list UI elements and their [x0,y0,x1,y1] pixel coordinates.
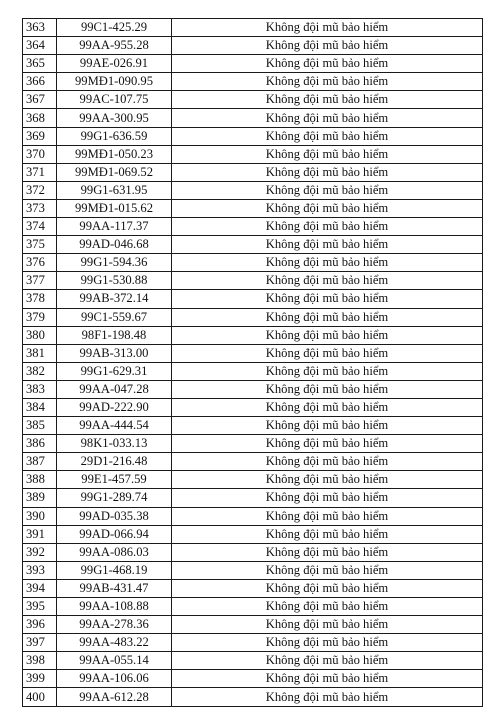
violation-cell: Không đội mũ bảo hiểm [172,37,483,55]
violation-cell: Không đội mũ bảo hiểm [172,652,483,670]
table-row [23,163,483,181]
violation-cell: Không đội mũ bảo hiểm [172,543,483,561]
table-row [23,218,483,236]
violation-cell: Không đội mũ bảo hiểm [172,91,483,109]
violation-cell: Không đội mũ bảo hiểm [172,19,483,37]
violation-cell: Không đội mũ bảo hiểm [172,145,483,163]
violation-cell: Không đội mũ bảo hiểm [172,525,483,543]
violation-cell: Không đội mũ bảo hiểm [172,163,483,181]
table-row [23,525,483,543]
violation-cell: Không đội mũ bảo hiểm [172,199,483,217]
row-number-cell: 397 [23,634,57,652]
table-row [23,543,483,561]
table-row [23,688,483,706]
license-plate-cell: 99AC-107.75 [57,91,172,109]
violation-cell: Không đội mũ bảo hiểm [172,380,483,398]
license-plate-cell: 98F1-198.48 [57,326,172,344]
violation-cell: Không đội mũ bảo hiểm [172,109,483,127]
violation-cell: Không đội mũ bảo hiểm [172,236,483,254]
row-number-cell: 399 [23,670,57,688]
violation-cell: Không đội mũ bảo hiểm [172,218,483,236]
table-row [23,254,483,272]
license-plate-cell: 99AB-372.14 [57,290,172,308]
row-number-cell: 384 [23,398,57,416]
row-number-cell: 364 [23,37,57,55]
violation-cell: Không đội mũ bảo hiểm [172,435,483,453]
violation-cell: Không đội mũ bảo hiểm [172,453,483,471]
row-number-cell: 398 [23,652,57,670]
violation-cell: Không đội mũ bảo hiểm [172,272,483,290]
license-plate-cell: 99AA-300.95 [57,109,172,127]
table-row [23,127,483,145]
license-plate-cell: 99C1-425.29 [57,19,172,37]
table-row [23,471,483,489]
violation-cell: Không đội mũ bảo hiểm [172,362,483,380]
table-row [23,326,483,344]
table-row [23,507,483,525]
row-number-cell: 385 [23,417,57,435]
license-plate-cell: 99G1-631.95 [57,181,172,199]
row-number-cell: 395 [23,598,57,616]
violations-table-body [23,19,483,707]
violation-cell: Không đội mũ bảo hiểm [172,688,483,706]
row-number-cell: 373 [23,199,57,217]
row-number-cell: 378 [23,290,57,308]
row-number-cell: 390 [23,507,57,525]
violation-cell: Không đội mũ bảo hiểm [172,670,483,688]
row-number-cell: 380 [23,326,57,344]
row-number-cell: 383 [23,380,57,398]
table-row [23,109,483,127]
license-plate-cell: 99C1-559.67 [57,308,172,326]
table-row [23,199,483,217]
violation-cell: Không đội mũ bảo hiểm [172,308,483,326]
license-plate-cell: 99AA-086.03 [57,543,172,561]
license-plate-cell: 99AA-108.88 [57,598,172,616]
row-number-cell: 374 [23,218,57,236]
table-row [23,417,483,435]
violation-cell: Không đội mũ bảo hiểm [172,254,483,272]
row-number-cell: 376 [23,254,57,272]
license-plate-cell: 99AA-612.28 [57,688,172,706]
row-number-cell: 382 [23,362,57,380]
license-plate-cell: 99MĐ1-069.52 [57,163,172,181]
row-number-cell: 365 [23,55,57,73]
row-number-cell: 370 [23,145,57,163]
license-plate-cell: 99G1-530.88 [57,272,172,290]
violation-cell: Không đội mũ bảo hiểm [172,55,483,73]
violation-cell: Không đội mũ bảo hiểm [172,616,483,634]
violation-cell: Không đội mũ bảo hiểm [172,507,483,525]
violation-cell: Không đội mũ bảo hiểm [172,398,483,416]
license-plate-cell: 98K1-033.13 [57,435,172,453]
license-plate-cell: 99AA-055.14 [57,652,172,670]
row-number-cell: 400 [23,688,57,706]
license-plate-cell: 99G1-289.74 [57,489,172,507]
violation-cell: Không đội mũ bảo hiểm [172,127,483,145]
row-number-cell: 363 [23,19,57,37]
violation-cell: Không đội mũ bảo hiểm [172,489,483,507]
row-number-cell: 388 [23,471,57,489]
row-number-cell: 368 [23,109,57,127]
violation-cell: Không đội mũ bảo hiểm [172,598,483,616]
violation-cell: Không đội mũ bảo hiểm [172,326,483,344]
table-row [23,290,483,308]
license-plate-cell: 99MĐ1-015.62 [57,199,172,217]
license-plate-cell: 99AA-955.28 [57,37,172,55]
license-plate-cell: 99G1-636.59 [57,127,172,145]
table-row [23,652,483,670]
license-plate-cell: 99AD-046.68 [57,236,172,254]
table-row [23,489,483,507]
table-row [23,579,483,597]
table-row [23,380,483,398]
license-plate-cell: 99AE-026.91 [57,55,172,73]
row-number-cell: 389 [23,489,57,507]
row-number-cell: 375 [23,236,57,254]
license-plate-cell: 99G1-468.19 [57,561,172,579]
license-plate-cell: 99AA-278.36 [57,616,172,634]
row-number-cell: 379 [23,308,57,326]
license-plate-cell: 99AA-106.06 [57,670,172,688]
row-number-cell: 367 [23,91,57,109]
row-number-cell: 394 [23,579,57,597]
table-row [23,670,483,688]
table-row [23,398,483,416]
row-number-cell: 391 [23,525,57,543]
row-number-cell: 377 [23,272,57,290]
violation-cell: Không đội mũ bảo hiểm [172,634,483,652]
table-row [23,55,483,73]
table-row [23,308,483,326]
row-number-cell: 369 [23,127,57,145]
license-plate-cell: 99MĐ1-050.23 [57,145,172,163]
table-row [23,344,483,362]
table-row [23,73,483,91]
row-number-cell: 372 [23,181,57,199]
table-row [23,37,483,55]
row-number-cell: 393 [23,561,57,579]
table-row [23,435,483,453]
license-plate-cell: 99MĐ1-090.95 [57,73,172,91]
violation-cell: Không đội mũ bảo hiểm [172,471,483,489]
row-number-cell: 396 [23,616,57,634]
violation-cell: Không đội mũ bảo hiểm [172,344,483,362]
table-row [23,272,483,290]
license-plate-cell: 99AA-483.22 [57,634,172,652]
license-plate-cell: 99AD-222.90 [57,398,172,416]
license-plate-cell: 99AB-313.00 [57,344,172,362]
table-row [23,598,483,616]
license-plate-cell: 29D1-216.48 [57,453,172,471]
table-row [23,19,483,37]
violation-cell: Không đội mũ bảo hiểm [172,579,483,597]
row-number-cell: 381 [23,344,57,362]
violation-cell: Không đội mũ bảo hiểm [172,73,483,91]
row-number-cell: 366 [23,73,57,91]
license-plate-cell: 99G1-629.31 [57,362,172,380]
table-row [23,181,483,199]
license-plate-cell: 99G1-594.36 [57,254,172,272]
license-plate-cell: 99AA-444.54 [57,417,172,435]
violations-table [22,18,483,707]
table-row [23,561,483,579]
license-plate-cell: 99E1-457.59 [57,471,172,489]
license-plate-cell: 99AA-047.28 [57,380,172,398]
license-plate-cell: 99AD-066.94 [57,525,172,543]
table-row [23,236,483,254]
violation-cell: Không đội mũ bảo hiểm [172,417,483,435]
table-row [23,616,483,634]
table-row [23,634,483,652]
license-plate-cell: 99AB-431.47 [57,579,172,597]
license-plate-cell: 99AA-117.37 [57,218,172,236]
table-row [23,362,483,380]
violation-cell: Không đội mũ bảo hiểm [172,290,483,308]
row-number-cell: 371 [23,163,57,181]
table-row [23,453,483,471]
violation-cell: Không đội mũ bảo hiểm [172,181,483,199]
license-plate-cell: 99AD-035.38 [57,507,172,525]
row-number-cell: 392 [23,543,57,561]
row-number-cell: 386 [23,435,57,453]
table-row [23,91,483,109]
violation-cell: Không đội mũ bảo hiểm [172,561,483,579]
table-row [23,145,483,163]
row-number-cell: 387 [23,453,57,471]
